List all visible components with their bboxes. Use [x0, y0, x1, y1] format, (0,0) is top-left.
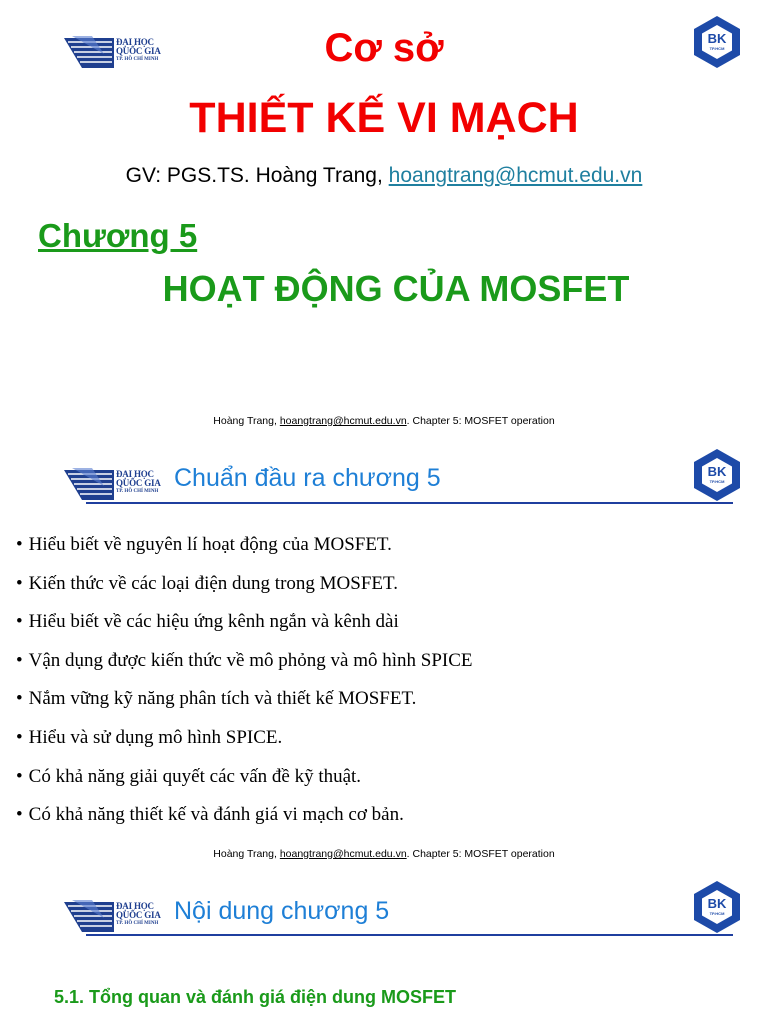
vnu-logo-line2: QUỐC GIA [116, 46, 161, 56]
chapter-number: Chương 5 [38, 217, 198, 254]
vnu-logo-line2: QUỐC GIA [116, 478, 161, 488]
vnu-logo-line1: ĐẠI HỌC [116, 901, 154, 911]
bk-logo-sub: TP.HCM [709, 479, 725, 484]
outcome-item: • Kiến thức về các loại điện dung trong MOSFET. [16, 570, 756, 609]
outcome-item: • Vận dụng được kiến thức về mô phỏng và mô hình SPICE [16, 647, 756, 686]
footer-email[interactable]: hoangtrang@hcmut.edu.vn [279, 415, 407, 427]
footer-author: Hoàng Trang, [213, 848, 280, 860]
bk-logo-label: BK [707, 31, 727, 46]
lecturer-name: GV: PGS.TS. Hoàng Trang, [125, 164, 389, 187]
footer-chapter: . Chapter 5: MOSFET operation [406, 848, 555, 860]
vnu-logo-line3: TP. HỒ CHÍ MINH [116, 921, 159, 926]
outcome-item: • Hiểu biết về nguyên lí hoạt động của MOSFET. [16, 531, 756, 570]
slide-footer [0, 414, 768, 428]
vnu-logo [64, 898, 168, 934]
footer-author: Hoàng Trang, [213, 415, 280, 427]
vnu-logo-line1: ĐẠI HỌC [116, 469, 154, 479]
bk-logo-label: BK [707, 464, 727, 479]
vnu-logo-line2: QUỐC GIA [116, 910, 161, 920]
vnu-logo [64, 466, 168, 502]
bk-logo-sub: TP.HCM [709, 911, 725, 916]
vnu-logo-line3: TP. HỒ CHÍ MINH [116, 57, 159, 62]
outcome-item: • Hiểu và sử dụng mô hình SPICE. [16, 724, 756, 763]
slide-title-contents: Nội dung chương 5 [174, 897, 390, 925]
vnu-logo-line1: ĐẠI HỌC [116, 37, 154, 47]
footer-chapter: . Chapter 5: MOSFET operation [406, 415, 555, 427]
outcome-item: • Nắm vững kỹ năng phân tích và thiết kế MOSFET. [16, 685, 756, 724]
bk-logo [692, 449, 742, 501]
chapter-title: HOẠT ĐỘNG CỦA MOSFET [162, 268, 630, 309]
contents-item-5-1: 5.1. Tổng quan và đánh giá điện dung MOSFET [54, 987, 457, 1007]
lecturer-email-link[interactable]: hoangtrang@hcmut.edu.vn [388, 164, 643, 187]
header-divider [86, 502, 733, 504]
course-title-line2: THIẾT KẾ VI MẠCH [189, 94, 579, 142]
vnu-logo-line3: TP. HỒ CHÍ MINH [116, 489, 159, 494]
slide-title-outcomes: Chuẩn đầu ra chương 5 [174, 464, 441, 492]
bk-logo-sub: TP.HCM [709, 46, 725, 51]
header-divider [86, 934, 733, 936]
bk-logo-label: BK [707, 896, 727, 911]
footer-email[interactable]: hoangtrang@hcmut.edu.vn [279, 848, 407, 860]
outcome-item: • Có khả năng giải quyết các vấn đề kỹ thuật. [16, 763, 756, 802]
lecturer-line [0, 163, 768, 189]
bk-logo [692, 881, 742, 933]
slide-footer [0, 847, 768, 861]
course-title-line1: Cơ sở [324, 26, 444, 70]
outcome-list [16, 531, 756, 840]
outcome-item: • Có khả năng thiết kế và đánh giá vi mạch cơ bản. [16, 801, 756, 840]
outcome-item: • Hiểu biết về các hiệu ứng kênh ngắn và kênh dài [16, 608, 756, 647]
